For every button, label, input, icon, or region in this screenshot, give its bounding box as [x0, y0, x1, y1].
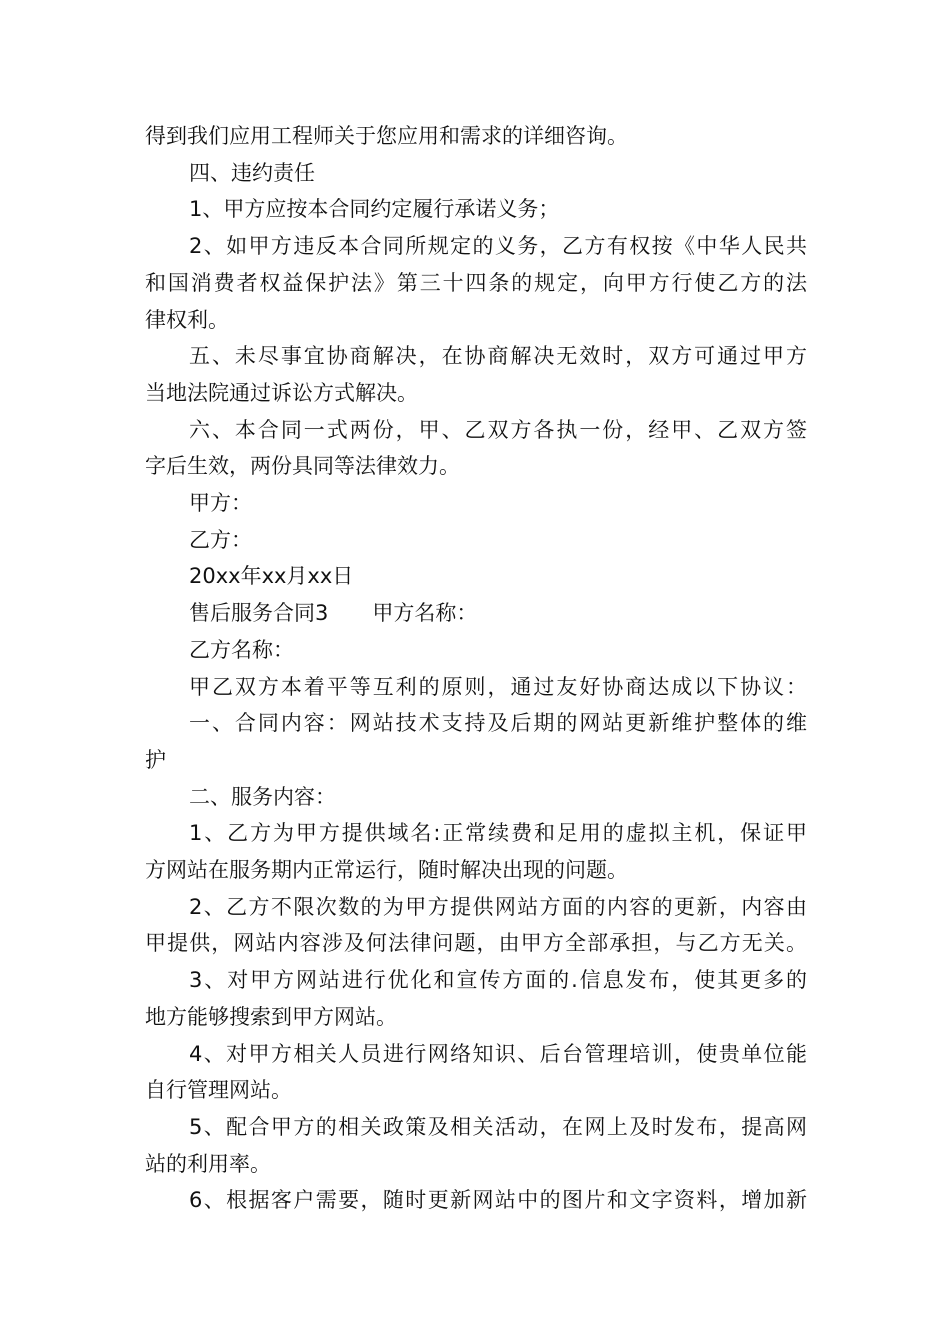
party-b-signature-label: 乙方： — [189, 527, 252, 552]
text-line: 和国消费者权益保护法》第三十四条的规定，向甲方行使乙方的法 — [145, 270, 807, 295]
text-line: 2、如甲方违反本合同所规定的义务，乙方有权按《中华人民共 — [189, 234, 807, 259]
text-line: 甲提供，网站内容涉及何法律问题，由甲方全部承担，与乙方无关。 — [145, 931, 807, 956]
contract-title: 售后服务合同3 — [189, 601, 329, 626]
section-heading-services: 二、服务内容： — [189, 784, 336, 809]
date-line: 20xx年xx月xx日 — [189, 564, 354, 589]
text-line: 得到我们应用工程师关于您应用和需求的详细咨询。 — [145, 124, 628, 148]
text-line: 自行管理网站。 — [145, 1078, 292, 1103]
text-line: 3、对甲方网站进行优化和宣传方面的.信息发布，使其更多的 — [189, 968, 807, 993]
text-line: 站的利用率。 — [145, 1151, 271, 1176]
text-line: 1、乙方为甲方提供域名:正常续费和足用的虚拟主机，保证甲 — [189, 821, 807, 846]
text-line: 4、对甲方相关人员进行网络知识、后台管理培训，使贵单位能 — [189, 1041, 807, 1066]
text-line: 甲乙双方本着平等互利的原则，通过友好协商达成以下协议： — [189, 674, 807, 699]
text-line: 6、根据客户需要，随时更新网站中的图片和文字资料，增加新 — [189, 1188, 807, 1213]
text-line: 1、甲方应按本合同约定履行承诺义务； — [189, 197, 560, 222]
section-heading-breach: 四、违约责任 — [189, 160, 315, 185]
text-line: 一、合同内容：网站技术支持及后期的网站更新维护整体的维 — [189, 711, 807, 736]
text-line: 2、乙方不限次数的为甲方提供网站方面的内容的更新，内容由 — [189, 894, 807, 919]
party-b-name-label: 乙方名称： — [189, 637, 294, 662]
contract-title-line — [145, 595, 807, 632]
document-page — [145, 118, 807, 1219]
text-line: 方网站在服务期内正常运行，随时解决出现的问题。 — [145, 858, 628, 883]
text-line: 六、本合同一式两份，甲、乙双方各执一份，经甲、乙双方签 — [189, 417, 807, 442]
text-line: 五、未尽事宜协商解决，在协商解决无效时，双方可通过甲方 — [189, 344, 807, 369]
party-a-name-label: 甲方名称： — [372, 601, 478, 626]
text-line: 律权利。 — [145, 307, 229, 332]
text-line: 护 — [145, 747, 166, 772]
party-a-signature-label: 甲方： — [189, 491, 252, 516]
text-line: 地方能够搜索到甲方网站。 — [145, 1004, 397, 1029]
text-line: 5、配合甲方的相关政策及相关活动，在网上及时发布，提高网 — [189, 1114, 807, 1139]
text-line: 字后生效，两份具同等法律效力。 — [145, 454, 460, 479]
text-line: 当地法院通过诉讼方式解决。 — [145, 380, 418, 405]
